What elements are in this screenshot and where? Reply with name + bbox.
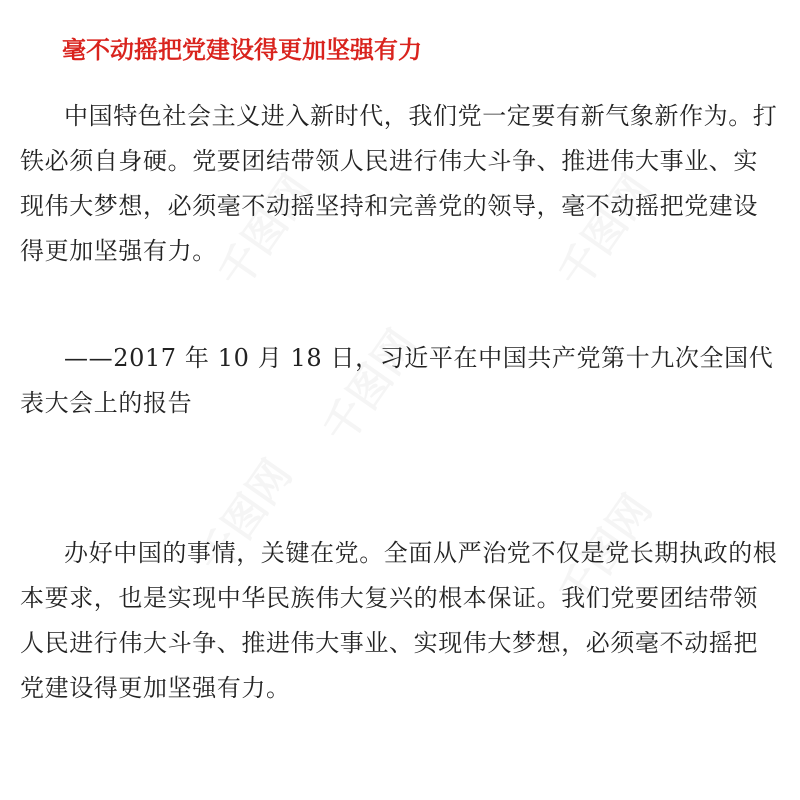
watermark: 千图网 — [548, 165, 662, 298]
watermark: 千图网 — [548, 485, 662, 618]
paragraph-body: 办好中国的事情，关键在党。全面从严治党不仅是党长期执政的根本要求，也是实现中华民族伟大复兴的根本保证。我们党要团结带领人民进行伟大斗争、推进伟大事业、实现伟大梦想，必须毫不动摇把党建设得更加坚强有力。 — [20, 539, 778, 702]
watermark: 千图网 — [313, 320, 427, 453]
watermark: 千图网 — [188, 450, 302, 583]
document-title: 毫不动摇把党建设得更加坚强有力 — [62, 36, 422, 64]
paragraph-source: ——2017 年 10 月 18 日，习近平在中国共产党第十九次全国代表大会上的报告 — [20, 344, 774, 417]
paragraph-quote: 中国特色社会主义进入新时代，我们党一定要有新气象新作为。打铁必须自身硬。党要团结带领人民进行伟大斗争、推进伟大事业、实现伟大梦想，必须毫不动摇坚持和完善党的领导，毫不动摇把党建设得更加坚强有力。 — [20, 102, 778, 265]
watermark: 千图网 — [208, 165, 322, 298]
